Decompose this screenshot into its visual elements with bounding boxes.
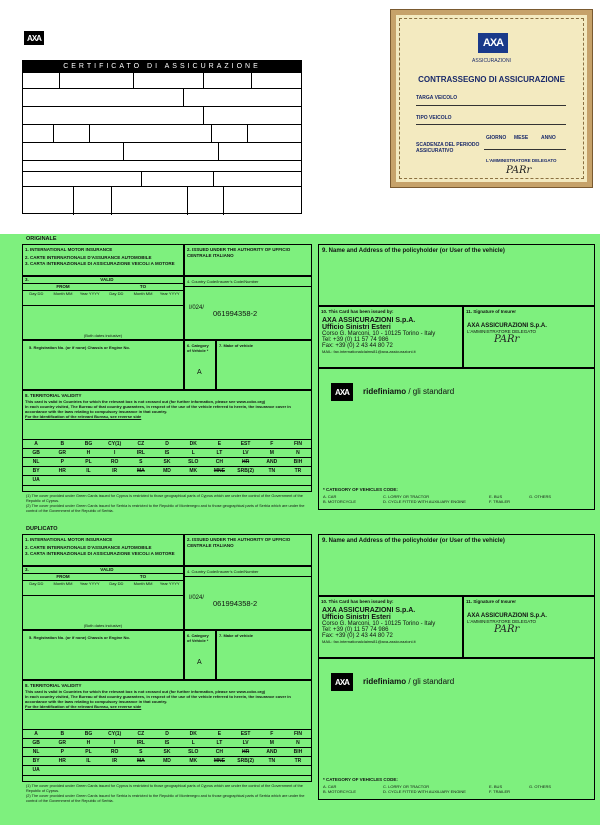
- validity-title: VALID: [100, 277, 114, 282]
- country-code-cell: MK: [189, 468, 198, 474]
- green-card-duplicate: [22, 526, 595, 808]
- issuer-tel: Tel: +39 (0) 11 57 74 986: [322, 627, 389, 633]
- admin-label: L'AMMINISTRATORE DELEGATO: [486, 158, 557, 163]
- validity-num: 3.: [25, 567, 29, 572]
- box-4: [184, 276, 312, 340]
- country-code-cell: DK: [189, 441, 197, 447]
- targa-label: TARGA VEICOLO: [416, 95, 458, 101]
- country-code-cell: E: [217, 441, 222, 447]
- country-code-cell: N: [296, 740, 300, 746]
- country-code-cell: LT: [216, 450, 223, 456]
- territorial-link: For the Identification of the relevant Bureau, see reverse side: [25, 704, 142, 709]
- country-code-cell: N: [296, 450, 300, 456]
- territorial-link: For the Identification of the relevant Bureau, see reverse side: [25, 414, 142, 419]
- date-col: Year YYYY: [79, 291, 100, 296]
- both-dates: (Both dates inclusive): [83, 333, 123, 338]
- country-code-cell: GR: [58, 450, 67, 456]
- note-1: (1) The cover provided under Green Cards issued for Cyprus is restricted to those geographical parts of Cyprus which are under the control of the Government of the Republic of Cyprus.: [26, 494, 303, 503]
- date-col: Month MM: [53, 291, 73, 296]
- box-8: [22, 390, 312, 492]
- country-code-cell: TR: [294, 468, 302, 474]
- note-1: (1) The cover provided under Green Cards issued for Cyprus is restricted to those geographical parts of Cyprus which are under the control of the Government of the Republic of Cyprus.: [26, 784, 303, 793]
- country-code-cell: CH: [215, 459, 224, 465]
- country-code-cell: TN: [268, 468, 276, 474]
- category-title: * CATEGORY OF VEHICLES CODE:: [323, 777, 398, 782]
- territorial-title: 8. TERRITORIAL VALIDITY: [25, 393, 82, 398]
- box1-line: 1. INTERNATIONAL MOTOR INSURANCE: [25, 247, 113, 252]
- country-code-cell: M: [269, 740, 274, 746]
- contrassegno-title: CONTRASSEGNO DI ASSICURAZIONE: [418, 75, 565, 84]
- country-code-cell: LT: [216, 740, 223, 746]
- signature: PARr: [494, 624, 520, 635]
- country-code-cell: FIN: [293, 731, 302, 737]
- box-4: [184, 566, 312, 630]
- box-11: [463, 306, 595, 368]
- country-code-cell: UA: [32, 767, 40, 773]
- country-code-cell: MD: [163, 468, 171, 474]
- box7-label: 7. Make of vehicle: [219, 633, 254, 638]
- territorial-text: This card is valid in Countries for which the relevant box is not crossed out (for further information, please see www.cobx.org): [25, 689, 266, 694]
- country-code-cell: D: [165, 731, 169, 737]
- country-code-cell: I: [113, 450, 116, 456]
- box-6: [184, 340, 216, 390]
- category-title: * CATEGORY OF VEHICLES CODE:: [323, 487, 398, 492]
- category-d: D. CYCLE FITTED WITH AUXILIARY ENGINE: [383, 789, 466, 794]
- country-code-cell: SLO: [188, 459, 199, 465]
- box-9: [318, 534, 595, 596]
- issuer-dept: Ufficio Sinistri Esteri: [322, 324, 391, 331]
- country-code-cell: IR: [112, 468, 118, 474]
- box4-label: 4. Country Code/Insurer's Code/Number: [185, 567, 311, 577]
- country-code-cell: H: [86, 450, 91, 456]
- box-10: [318, 596, 463, 658]
- country-code-cell: CY(1): [108, 731, 122, 737]
- issuer-mail: MAIL: fax.internationalclaims81@axa-assicurazioni.it: [322, 639, 416, 644]
- category-f: F. TRAILER: [489, 499, 511, 504]
- country-code-cell: S: [139, 459, 143, 465]
- date-col: Day DD: [29, 581, 44, 586]
- slogan-rest: / gli standard: [408, 677, 455, 686]
- category-a: A. CAR: [323, 494, 337, 499]
- category-e: E. BUS: [489, 784, 503, 789]
- validity-num: 3.: [25, 277, 29, 282]
- country-code-cell: LV: [242, 740, 249, 746]
- country-code-cell: RO: [110, 749, 119, 755]
- country-code-cell: AND: [266, 459, 278, 465]
- axa-logo: AXA: [331, 383, 353, 401]
- country-code-cell: SRB(2): [237, 758, 254, 764]
- tipo-label: TIPO VEICOLO: [416, 115, 452, 121]
- box1-line: 1. INTERNATIONAL MOTOR INSURANCE: [25, 537, 113, 542]
- signer-company: AXA ASSICURAZIONI S.p.A.: [467, 323, 547, 329]
- policy-number: 061994358-2: [213, 309, 258, 318]
- box-5: [22, 630, 184, 680]
- box-11: [463, 596, 595, 658]
- country-code-cell: A: [34, 731, 38, 737]
- from-label: FROM: [56, 284, 70, 289]
- country-code-cell: BY: [32, 468, 40, 474]
- signer-title: L'AMMINISTRATORE DELEGATO: [467, 329, 537, 334]
- box-1: [22, 244, 184, 276]
- country-grid: [23, 729, 311, 774]
- country-code-cell: F: [270, 441, 274, 447]
- country-code-cell: S: [139, 749, 143, 755]
- country-code-cell: IL: [86, 758, 91, 764]
- country-code-cell: D: [165, 441, 169, 447]
- box11-label: 11. Signature of Insurer: [466, 599, 517, 604]
- box9-label: 9. Name and Address of the policyholder (or User of the vehicle): [322, 248, 505, 254]
- box4-label: 4. Country Code/Insurer's Code/Number: [185, 277, 311, 287]
- country-code-cell: PL: [85, 749, 92, 755]
- scadenza-label: SCADENZA DEL PERIODO ASSICURATIVO: [416, 142, 480, 154]
- category-b: B. MOTORCYCLE: [323, 789, 357, 794]
- country-code-cell: BG: [84, 441, 93, 447]
- slogan-box: [318, 368, 595, 510]
- territorial-title: 8. TERRITORIAL VALIDITY: [25, 683, 82, 688]
- country-code-cell: EST: [240, 441, 251, 447]
- country-code-cell: UA: [32, 477, 40, 483]
- country-code-cell: MK: [189, 758, 198, 764]
- country-code-cell: SK: [163, 459, 171, 465]
- box-7: [216, 630, 312, 680]
- policy-number: 061994358-2: [213, 599, 258, 608]
- country-code-cell: F: [270, 731, 274, 737]
- country-code-cell: RO: [110, 459, 119, 465]
- contrassegno-card: [391, 10, 592, 187]
- box-5: [22, 340, 184, 390]
- vehicle-category: A: [197, 369, 202, 376]
- axa-logo: AXA: [24, 31, 44, 45]
- category-g: G. OTHERS: [529, 494, 552, 499]
- anno-label: ANNO: [541, 135, 556, 141]
- country-code-cell: HR: [241, 459, 250, 465]
- date-col: Year YYYY: [159, 581, 180, 586]
- signature: PARr: [506, 165, 532, 176]
- slogan-box: [318, 658, 595, 800]
- axa-logo: AXA: [478, 33, 508, 53]
- mese-label: MESE: [514, 135, 529, 141]
- from-label: FROM: [56, 574, 70, 579]
- country-code-cell: MA: [136, 468, 145, 474]
- giorno-label: GIORNO: [486, 135, 507, 141]
- country-code-cell: B: [60, 441, 65, 447]
- box1-line: 2. CARTE INTERNATIONALE D'ASSURANCE AUTOMOBILE: [25, 255, 152, 260]
- validity-box: [22, 276, 184, 340]
- slogan-bold: ridefiniamo: [363, 677, 407, 686]
- country-code-cell: BIH: [293, 459, 303, 465]
- signer-title: L'AMMINISTRATORE DELEGATO: [467, 619, 537, 624]
- country-code-cell: EST: [240, 731, 251, 737]
- date-col: Month MM: [133, 581, 153, 586]
- country-code-cell: IS: [164, 450, 170, 456]
- country-code-cell: LV: [242, 450, 249, 456]
- country-code-cell: NL: [32, 749, 40, 755]
- country-grid: [23, 439, 311, 484]
- country-code-cell: I: [113, 740, 116, 746]
- issuer-name: AXA ASSICURAZIONI S.p.A.: [322, 317, 416, 324]
- country-code-cell: HR: [58, 468, 66, 474]
- validity-box: [22, 566, 184, 630]
- to-label: TO: [139, 284, 147, 289]
- category-e: E. BUS: [489, 494, 503, 499]
- country-code-cell: HR: [241, 749, 250, 755]
- country-code-cell: PL: [85, 459, 92, 465]
- category-a: A. CAR: [323, 784, 337, 789]
- slogan-bold: ridefiniamo: [363, 387, 407, 396]
- validity-title: VALID: [100, 567, 114, 572]
- box6-label: 6. Category of Vehicle *: [187, 343, 209, 353]
- country-code-cell: IRL: [136, 450, 145, 456]
- category-d: D. CYCLE FITTED WITH AUXILIARY ENGINE: [383, 499, 466, 504]
- country-code-cell: AND: [266, 749, 278, 755]
- green-card-original: [22, 236, 595, 518]
- box-10: [318, 306, 463, 368]
- box1-line: 3. CARTA INTERNAZIONALE DI ASSICURAZIONE VEICOLI A MOTORE: [25, 261, 175, 266]
- country-code-cell: GR: [58, 740, 67, 746]
- issuer-tel: Tel: +39 (0) 11 57 74 986: [322, 337, 389, 343]
- box1-line: 3. CARTA INTERNAZIONALE DI ASSICURAZIONE VEICOLI A MOTORE: [25, 551, 175, 556]
- country-code-cell: MNE: [213, 758, 225, 764]
- country-code-cell: SRB(2): [237, 468, 254, 474]
- country-code-cell: IS: [164, 740, 170, 746]
- category-c: C. LORRY OR TRACTOR: [383, 784, 430, 789]
- certificate-title: CERTIFICATO DI ASSICURAZIONE: [23, 61, 301, 73]
- signer-company: AXA ASSICURAZIONI S.p.A.: [467, 613, 547, 619]
- slogan-rest: / gli standard: [408, 387, 455, 396]
- date-col: Month MM: [53, 581, 73, 586]
- country-code-cell: P: [60, 459, 64, 465]
- country-code-cell: M: [269, 450, 274, 456]
- date-col: Month MM: [133, 291, 153, 296]
- authority: 2. ISSUED UNDER THE AUTHORITY OF UFFICIO CENTRALE ITALIANO: [187, 537, 291, 548]
- country-code-cell: TN: [268, 758, 276, 764]
- issuer-fax: Fax: +39 (0) 2 43 44 80 72: [322, 633, 393, 639]
- country-code-cell: CZ: [137, 731, 145, 737]
- date-col: Day DD: [109, 291, 124, 296]
- country-code-cell: L: [191, 740, 195, 746]
- date-col: Year YYYY: [159, 291, 180, 296]
- issuer-address: Corso G. Marconi, 10 - 10125 Torino - Italy: [322, 621, 436, 627]
- country-code-cell: IRL: [136, 740, 145, 746]
- country-code-cell: TR: [294, 758, 302, 764]
- country-code-cell: H: [86, 740, 91, 746]
- box1-line: 2. CARTE INTERNATIONALE D'ASSURANCE AUTOMOBILE: [25, 545, 152, 550]
- date-col: Year YYYY: [79, 581, 100, 586]
- country-code: I/024/: [189, 595, 205, 601]
- country-code-cell: MD: [163, 758, 171, 764]
- country-code-cell: L: [191, 450, 195, 456]
- country-code-cell: E: [217, 731, 222, 737]
- country-code-cell: SLO: [188, 749, 199, 755]
- box11-label: 11. Signature of Insurer: [466, 309, 517, 314]
- box10-label: 10. This Card has been issued by:: [321, 599, 394, 604]
- country-code-cell: GB: [32, 740, 40, 746]
- country-code: I/024/: [189, 305, 205, 311]
- slogan: [363, 677, 454, 686]
- issuer-address: Corso G. Marconi, 10 - 10125 Torino - Italy: [322, 331, 436, 337]
- note-2: (2) The cover provided under Green Cards issued for Serbia is restricted to the Republic of Montenegro and to those geographical parts of Serbia which are under the control of the Government of the Republic of Serbia.: [26, 504, 305, 513]
- country-code-cell: A: [34, 441, 38, 447]
- territorial-text: In each country visited, The Bureau of that country guarantees, in respect of the use of the vehicle referred to herein, the insurance cover in accordance with the laws relating to compulsory insurance in that country.: [25, 404, 291, 414]
- box-6: [184, 630, 216, 680]
- country-code-cell: NL: [32, 459, 40, 465]
- country-code-cell: DK: [189, 731, 197, 737]
- box-7: [216, 340, 312, 390]
- date-col: Day DD: [109, 581, 124, 586]
- issuer-fax: Fax: +39 (0) 2 43 44 80 72: [322, 343, 393, 349]
- territorial-text: This card is valid in Countries for which the relevant box is not crossed out (for further information, please see www.cobx.org): [25, 399, 266, 404]
- box5-label: 5. Registration No. (or if none) Chassis or Engine No.: [29, 345, 130, 350]
- country-code-cell: BIH: [293, 749, 303, 755]
- country-code-cell: P: [60, 749, 64, 755]
- certificate-form: [22, 60, 302, 214]
- both-dates: (Both dates inclusive): [83, 623, 123, 628]
- box-2: [184, 534, 312, 566]
- box-2: [184, 244, 312, 276]
- country-code-cell: MA: [136, 758, 145, 764]
- box7-label: 7. Make of vehicle: [219, 343, 254, 348]
- country-code-cell: IR: [112, 758, 118, 764]
- category-c: C. LORRY OR TRACTOR: [383, 494, 430, 499]
- slogan: [363, 387, 454, 396]
- country-code-cell: CY(1): [108, 441, 122, 447]
- country-code-cell: MNE: [213, 468, 225, 474]
- country-code-cell: CZ: [137, 441, 145, 447]
- box6-label: 6. Category of Vehicle *: [187, 633, 209, 643]
- country-code-cell: BY: [32, 758, 40, 764]
- issuer-mail: MAIL: fax.internationalclaims81@axa-assicurazioni.it: [322, 349, 416, 354]
- country-code-cell: CH: [215, 749, 224, 755]
- contrassegno-company: ASSICURAZIONI: [472, 58, 511, 64]
- signature: PARr: [494, 334, 520, 345]
- axa-logo: AXA: [331, 673, 353, 691]
- issuer-name: AXA ASSICURAZIONI S.p.A.: [322, 607, 416, 614]
- authority: 2. ISSUED UNDER THE AUTHORITY OF UFFICIO CENTRALE ITALIANO: [187, 247, 291, 258]
- box-8: [22, 680, 312, 782]
- section-label: ORIGINALE: [26, 236, 57, 242]
- category-f: F. TRAILER: [489, 789, 511, 794]
- note-2: (2) The cover provided under Green Cards issued for Serbia is restricted to the Republic of Montenegro and to those geographical parts of Serbia which are under the control of the Government of the Republic of Serbia.: [26, 794, 305, 803]
- box10-label: 10. This Card has been issued by:: [321, 309, 394, 314]
- country-code-cell: B: [60, 731, 65, 737]
- box-1: [22, 534, 184, 566]
- category-b: B. MOTORCYCLE: [323, 499, 357, 504]
- box5-label: 5. Registration No. (or if none) Chassis or Engine No.: [29, 635, 130, 640]
- date-col: Day DD: [29, 291, 44, 296]
- box-9: [318, 244, 595, 306]
- country-code-cell: HR: [58, 758, 66, 764]
- category-g: G. OTHERS: [529, 784, 552, 789]
- country-code-cell: FIN: [293, 441, 302, 447]
- country-code-cell: GB: [32, 450, 40, 456]
- country-code-cell: SK: [163, 749, 171, 755]
- issuer-dept: Ufficio Sinistri Esteri: [322, 614, 391, 621]
- country-code-cell: IL: [86, 468, 91, 474]
- section-label: DUPLICATO: [26, 526, 58, 532]
- vehicle-category: A: [197, 659, 202, 666]
- territorial-text: In each country visited, The Bureau of that country guarantees, in respect of the use of the vehicle referred to herein, the insurance cover in accordance with the laws relating to compulsory insurance in that country.: [25, 694, 291, 704]
- to-label: TO: [139, 574, 147, 579]
- country-code-cell: BG: [84, 731, 93, 737]
- box9-label: 9. Name and Address of the policyholder (or User of the vehicle): [322, 538, 505, 544]
